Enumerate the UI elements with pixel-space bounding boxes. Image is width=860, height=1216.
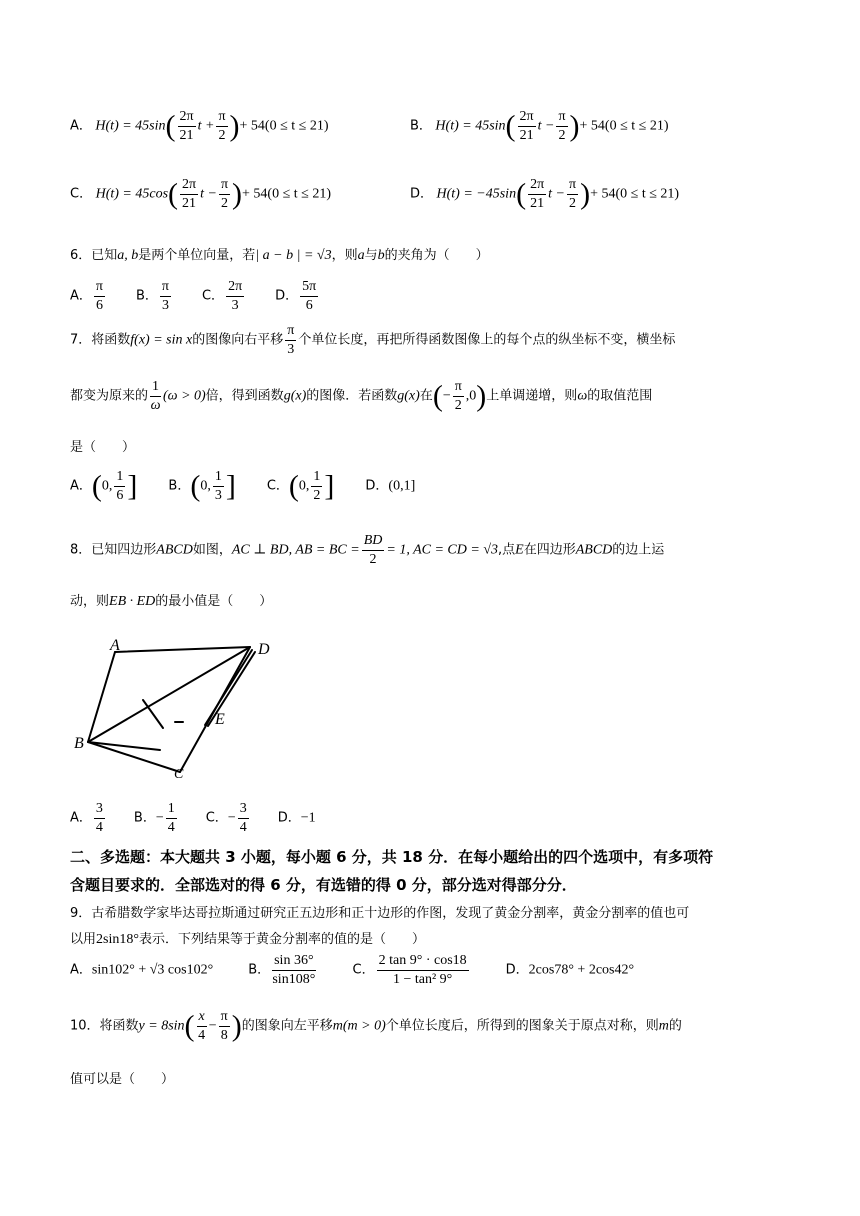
label-b: B (74, 735, 84, 752)
q9-options: A．sin102° + √3 cos102° B． $\frac{\sin 36^\circ}{\sin 108^\circ}$ C． $\frac{2 \tan 9^\circ \cdot \cos 18}{\text{1 − tan² 9°}}$ D．2cos78° + 2cos42° (70, 953, 635, 987)
q9-line-1: 9．古希腊数学家毕达哥拉斯通过研究正五边形和正十边形的作图，发现了黄金分割率，黄金分割率的值也可 (70, 906, 690, 921)
formula-text: H(t) = 45sin (95, 118, 166, 134)
q6-option-d: $\frac{5\pi}{6}$ (302, 279, 317, 313)
option-label: D． (410, 186, 434, 202)
label-a: A (110, 637, 120, 654)
q5-option-a: A． H(t) = 45sin( $\frac{2\pi}{21}$ t + $\frac{\pi}{2}$ )+ 54(0 ≤ t ≤ 21) (70, 109, 329, 143)
q5-option-c: C． H(t) = 45cos( $\frac{2\pi}{21}$ t − $\frac{\pi}{2}$ )+ 54(0 ≤ t ≤ 21) (70, 177, 331, 211)
fraction: $\frac{2\pi}{21}$ (179, 109, 194, 143)
q7-line-1: 7．将函数f(x) = sin x的图像向右平移 $\frac{\pi}{3}$ 个单位长度，再把所得函数图像上的每个点的纵坐标不变，横坐标 (70, 323, 676, 357)
q6-stem: 6．已知a, b是两个单位向量，若| a − b | = √3，则a与b的夹角为（ ） (70, 248, 489, 263)
q10-line-2: 值可以是（ ） (70, 1072, 175, 1087)
label-c: C (174, 767, 184, 782)
vector-expression: | a − b | = √3 (255, 248, 332, 263)
q10-line-1: 10．将函数y = 8sin( $\frac{x}{4}$ − $\frac{\pi}{8}$ )的图象向左平移m(m > 0)个单位长度后，所得到的图象关于原点对称，则m的 (70, 1009, 682, 1043)
quadrilateral-figure (70, 630, 290, 785)
q9-option-b: $\frac{\sin 36^\circ}{\sin 108^\circ}$ (272, 953, 316, 987)
q9-option-d: 2cos78° + 2cos42° (528, 962, 635, 978)
label-d: D (258, 641, 270, 658)
q6-option-c: $\frac{2\pi}{3}$ (228, 279, 243, 313)
q6-option-a: $\frac{\pi}{6}$ (95, 279, 103, 313)
section-heading-line-1: 二、多选题：本大题共 3 小题，每小题 6 分，共 18 分．在每小题给出的四个选项中，有多项符 (70, 848, 714, 866)
q7-line-2: 都变为原来的 $\frac{1}{\omega}$ (ω > 0)倍，得到函数g(x)的图像．若函数g(x)在(− $\frac{\pi}{2}$ ,0)上单调递增，则ω的取值范围 (70, 379, 653, 413)
q7-line-3: 是（ ） (70, 440, 136, 455)
option-label: B． (410, 118, 432, 134)
q8-options: A． $\frac{3}{4}$ B．− $\frac{1}{4}$ C．− $\frac{3}{4}$ D．−1 (70, 801, 316, 835)
q5-option-b: B． H(t) = 45sin( $\frac{2\pi}{21}$ t − $\frac{\pi}{2}$ )+ 54(0 ≤ t ≤ 21) (410, 109, 669, 143)
section-heading-line-2: 含题目要求的．全部选对的得 6 分，有选错的得 0 分，部分选对得部分分． (70, 876, 577, 894)
q8-line-2: 动，则EB · ED的最小值是（ ） (70, 594, 273, 609)
q6-options: A． $\frac{\pi}{6}$ B． $\frac{\pi}{3}$ C． $\frac{2\pi}{3}$ D． $\frac{5\pi}{6}$ (70, 279, 317, 313)
vectors: a, b (117, 248, 139, 263)
q7-options: A．(0, $\frac{1}{6}$ ] B．(0, $\frac{1}{3}$ ] C．(0, $\frac{1}{2}$ ] D．(0,1] (70, 469, 416, 503)
label-e: E (215, 711, 225, 728)
vector-product: EB · ED (109, 594, 156, 609)
fraction: $\frac{\pi}{2}$ (218, 109, 226, 143)
q5-option-d: D． H(t) = −45sin( $\frac{2\pi}{21}$ t − $\frac{\pi}{2}$ )+ 54(0 ≤ t ≤ 21) (410, 177, 680, 211)
option-label: A． (70, 118, 92, 134)
q8-line-1: 8．已知四边形ABCD如图，AC ⊥ BD, AB = BC = $\frac{BD}{2}$ = 1, AC = CD = √3,点E在四边形ABCD的边上运 (70, 533, 665, 567)
q6-option-b: $\frac{\pi}{3}$ (161, 279, 169, 313)
option-label: C． (70, 186, 93, 202)
q9-option-c: $\frac{2 \tan 9^\circ \cdot \cos 18}{\text{1 − tan² 9°}}$ (378, 953, 467, 987)
q9-option-a: sin102° + √3 cos102° (91, 962, 214, 978)
q9-line-2: 以用2sin18°表示．下列结果等于黄金分割率的值的是（ ） (70, 932, 425, 947)
